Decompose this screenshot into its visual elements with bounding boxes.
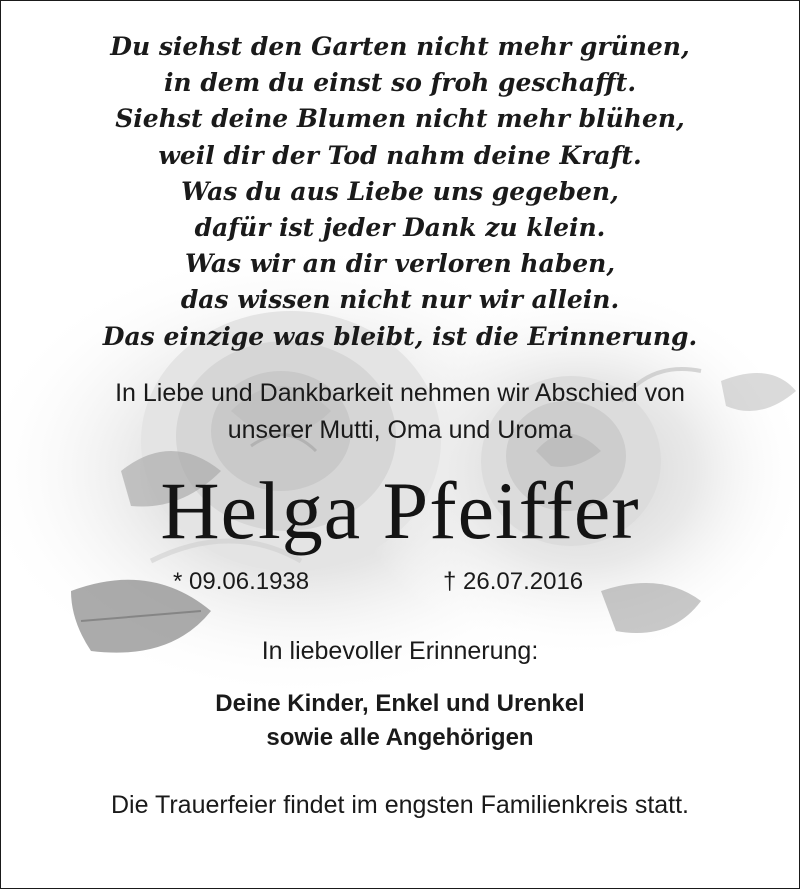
mourners [1,687,799,755]
farewell-intro [1,375,799,449]
death-date: † 26.07.2016 [443,567,584,595]
poem-line: Siehst deine Blumen nicht mehr blühen, [115,104,685,134]
intro-line: unserer Mutti, Oma und Uroma [227,415,573,444]
intro-line: In Liebe und Dankbarkeit nehmen wir Abschied von [115,378,685,407]
obituary-content [1,1,799,821]
poem-line: Was du aus Liebe uns gegeben, [181,176,619,206]
poem-line: dafür ist jeder Dank zu klein. [194,213,606,243]
memory-label: In liebevoller Erinnerung: [261,636,539,665]
mourners-line: Deine Kinder, Enkel und Urenkel [215,689,585,717]
birth-date: * 09.06.1938 [173,567,310,595]
life-dates [1,567,799,597]
poem-line: Was wir an dir verloren haben, [184,249,616,279]
poem [1,1,799,355]
poem-line: weil dir der Tod nahm deine Kraft. [158,140,642,170]
poem-line: in dem du einst so froh geschafft. [163,68,637,98]
poem-line: Das einzige was bleibt, ist die Erinnerung. [102,321,698,351]
poem-line: das wissen nicht nur wir allein. [180,285,620,315]
deceased-name: Helga Pfeiffer [160,464,640,556]
poem-line: Du siehst den Garten nicht mehr grünen, [110,32,690,61]
mourners-line: sowie alle Angehörigen [266,723,534,751]
funeral-notice: Die Trauerfeier findet im engsten Familienkreis statt. [110,790,689,819]
